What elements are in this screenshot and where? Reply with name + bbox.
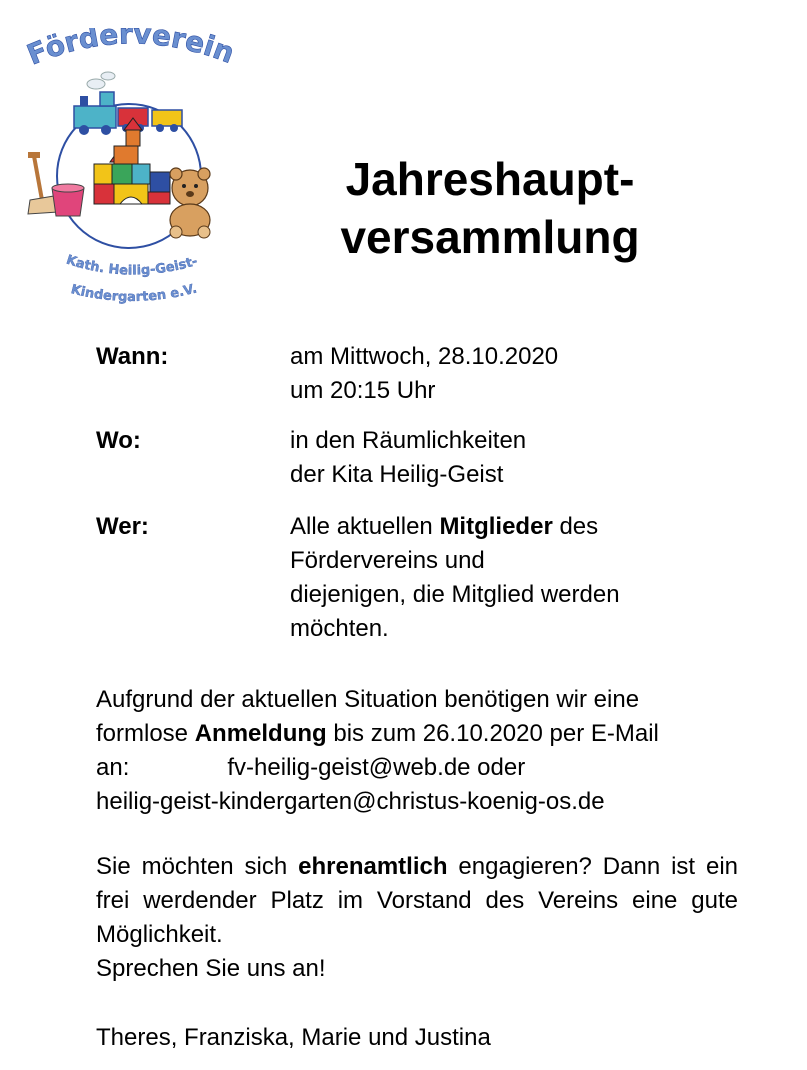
- who-members-emphasis: Mitglieder: [439, 513, 553, 540]
- registration-deadline: bis zum 26.10.2020 per E-Mail: [326, 720, 659, 747]
- who-value: [290, 510, 730, 646]
- volunteer-emphasis: ehrenamtlich: [298, 853, 448, 880]
- registration-or: oder: [470, 754, 526, 781]
- volunteer-intro: Sie möchten sich: [96, 853, 299, 880]
- who-line-2: Fördervereins und: [290, 547, 485, 574]
- registration-paragraph: [96, 683, 738, 819]
- registration-text: formlose: [96, 720, 195, 747]
- registration-to: an:: [96, 754, 130, 781]
- where-label: Wo:: [96, 427, 141, 454]
- detail-when: [96, 340, 736, 410]
- when-date: am Mittwoch, 28.10.2020: [290, 343, 559, 370]
- volunteer-paragraph: [96, 850, 738, 986]
- who-line-1: [290, 510, 730, 544]
- title-line-1: Jahreshaupt-: [345, 153, 635, 205]
- who-line-3: diejenigen, die Mitglied werden: [290, 581, 620, 608]
- detail-who: [96, 510, 736, 650]
- who-text-end: des: [552, 513, 599, 540]
- when-value: [290, 340, 730, 408]
- registration-line-4: [96, 785, 738, 819]
- where-value: [290, 424, 730, 492]
- association-logo: [14, 28, 254, 308]
- who-text: Alle aktuellen: [290, 513, 440, 540]
- who-line-4: möchten.: [290, 615, 389, 642]
- registration-emphasis: Anmeldung: [194, 720, 327, 747]
- when-label: Wann:: [96, 343, 169, 370]
- logo-arc-bottom-text-1: Kath. Heilig-Geist-: [64, 252, 200, 279]
- where-line-2: der Kita Heilig-Geist: [290, 461, 504, 488]
- title-line-2: versammlung: [340, 211, 640, 263]
- registration-line-3: [96, 751, 738, 785]
- when-time: um 20:15 Uhr: [290, 377, 436, 404]
- email-link-kindergarten[interactable]: heilig-geist-kindergarten@christus-koenig-os.de: [96, 788, 605, 815]
- where-line-1: in den Räumlichkeiten: [290, 427, 527, 454]
- signature: Theres, Franziska, Marie und Justina: [96, 1024, 491, 1051]
- logo-graphic: [14, 28, 254, 308]
- volunteer-closing: Sprechen Sie uns an!: [96, 955, 326, 982]
- who-label: Wer:: [96, 513, 149, 540]
- teddy-bear-icon: [170, 168, 210, 238]
- detail-where: [96, 424, 736, 494]
- volunteer-text: [96, 850, 738, 952]
- registration-line-1: Aufgrund der aktuellen Situation benötigen wir eine: [96, 686, 640, 713]
- logo-arc-bottom-text-2: Kindergarten e.V.: [69, 281, 199, 306]
- page-title: [300, 150, 680, 266]
- email-link-foerderverein[interactable]: fv-heilig-geist@web.de: [227, 754, 471, 781]
- logo-arc-top-text: Förderverein: [22, 28, 239, 72]
- volunteer-body: engagieren? Dann ist ein frei werdender Platz im Vorstand des Vereins eine gute Möglichkeit.: [96, 853, 739, 948]
- registration-line-2: [96, 717, 738, 751]
- sand-toys-icon: [28, 152, 84, 216]
